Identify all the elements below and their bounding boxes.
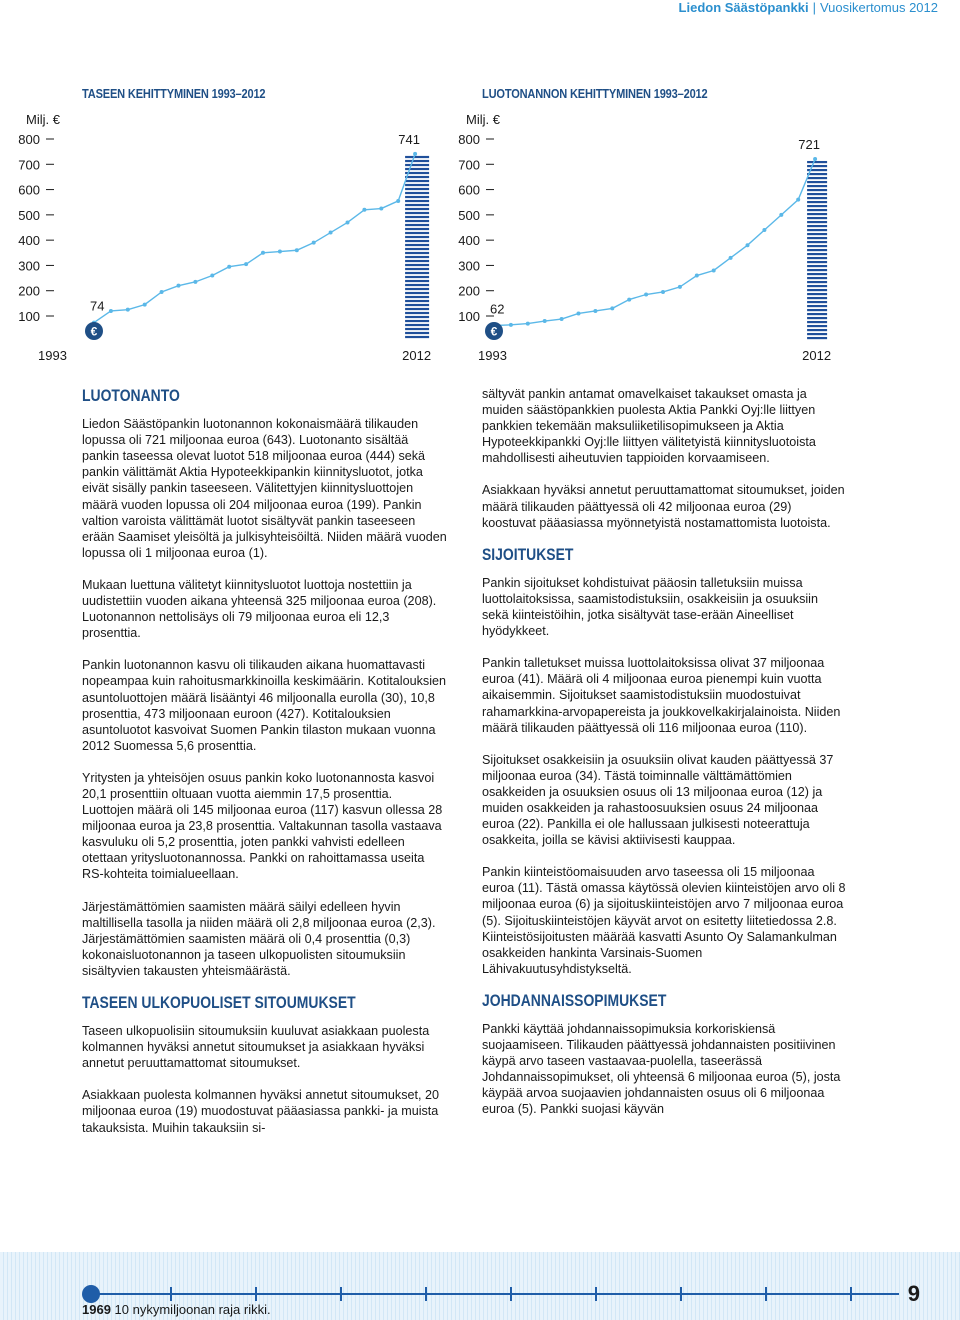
data-line <box>494 159 815 326</box>
left-column <box>82 388 447 1152</box>
timeline-tick <box>255 1287 257 1301</box>
bar-stripe <box>405 220 429 222</box>
bar-stripe <box>405 280 429 282</box>
chart-unit-label: Milj. € <box>26 112 60 127</box>
data-point <box>543 319 547 323</box>
euro-icon-glyph: € <box>90 324 98 339</box>
header-brand: Liedon Säästöpankki <box>678 0 809 15</box>
timeline-tick <box>680 1287 682 1301</box>
bar-stripe <box>405 156 429 158</box>
bar-stripe <box>405 176 429 178</box>
x-end-label: 2012 <box>402 348 432 363</box>
y-tick-label: 400 <box>18 233 40 249</box>
y-tick-label: 200 <box>458 283 480 299</box>
footer-text: 10 nykymiljoonan raja rikki. <box>114 1302 271 1317</box>
data-point <box>661 290 665 294</box>
data-point <box>560 317 564 321</box>
bar-stripe <box>807 277 827 279</box>
bar-stripe <box>405 296 429 298</box>
bar-stripe <box>807 321 827 323</box>
data-point <box>261 251 265 255</box>
bar-stripe <box>807 337 827 339</box>
bar-stripe <box>807 285 827 287</box>
timeline-tick <box>510 1287 512 1301</box>
paragraph: Yritysten ja yhteisöjen osuus pankin koko luotonannosta kasvoi 20,1 prosenttiin oltuaan vuotta aiemmin 17,5 prosenttia. Luottojen määrä oli 145 miljoonaa euroa (117) kasvun ollessa 28 miljoonaa euroa ja 23,8 prosenttia. Valtakunnan tasolla vastaava kasvuluku oli 5,2 prosenttia, joten pankki vahvisti edelleen otettaan yritysluotonannossa. Pankki on rahoittamassa useita RS-kohteita toimialueellaan. <box>82 770 443 882</box>
paragraph: Pankki käyttää johdannaissopimuksia korkoriskiensä suojaamiseen. Tilikauden päättyessä johdannaisten positiivinen käypä arvo taseen vastaavaa-puolella, taseerässä Johdannaissopimukset, oli yhteensä 6 miljoonaa euroa (5), josta käypää arvoa suojaavien johdannaisten osuus oli 6 miljoonaa euroa (5). Pankki suojasi käyvän <box>482 1022 841 1117</box>
data-point <box>109 309 113 313</box>
paragraph: sältyvät pankin antamat omavelkaiset takaukset omasta ja muiden säästöpankkien puolesta Aktia Pankki Oyj:lle liittyen pankkien tekemään maksuliiketilisopimukseen ja Aktia Hypoteekkipankki Oyj:lle liittyen välitetyistä kiinnitysluotoista mahdollisesti aiheutuvien tappioiden korvaamiseen. <box>482 387 816 466</box>
data-point <box>362 208 366 212</box>
heading-johdannaissopimukset: JOHDANNAISSOPIMUKSET <box>482 990 667 1010</box>
bar-stripe <box>807 257 827 259</box>
data-point <box>312 241 316 245</box>
data-point <box>177 284 181 288</box>
bar-stripe <box>405 336 429 338</box>
bar-stripe <box>405 180 429 182</box>
bar-stripe <box>807 265 827 267</box>
end-value-label: 721 <box>798 136 820 152</box>
bar-stripe <box>405 192 429 194</box>
x-start-label: 1993 <box>38 348 67 363</box>
bar-stripe <box>405 276 429 278</box>
x-end-label: 2012 <box>802 348 832 363</box>
header-report-title: Vuosikertomus 2012 <box>819 0 938 15</box>
bar-stripe <box>807 249 827 251</box>
data-point <box>796 198 800 202</box>
bar-stripe <box>807 217 827 219</box>
bar-stripe <box>807 209 827 211</box>
balance-sheet-chart-title: TASEEN KEHITTYMINEN 1993–2012 <box>82 86 266 101</box>
timeline-tick <box>170 1287 172 1301</box>
page-number: 9 <box>907 1281 920 1306</box>
data-point <box>295 248 299 252</box>
bar-stripe <box>405 320 429 322</box>
bar-stripe <box>807 245 827 247</box>
bar-stripe <box>405 196 429 198</box>
data-point <box>593 309 597 313</box>
bar-stripe <box>807 309 827 311</box>
end-value-label: 741 <box>398 131 420 147</box>
header-separator: | <box>812 0 816 15</box>
heading-taseen-ulkopuoliset: TASEEN ULKOPUOLISET SITOUMUKSET <box>82 993 356 1012</box>
data-point <box>695 274 699 278</box>
y-tick-label: 800 <box>18 132 40 147</box>
bar-stripe <box>807 273 827 275</box>
data-line <box>94 154 415 323</box>
data-point <box>143 303 147 307</box>
bar-stripe <box>405 284 429 286</box>
footer-year: 1969 <box>82 1302 111 1317</box>
paragraph: Pankin luotonannon kasvu oli tilikauden aikana huomattavasti nopeampaa kuin rahoitusmarkkinoilla keskimäärin. Kotitalouksien asuntoluottojen määrä lisääntyi 46 miljoonalla eurolla (30), 10,8 prosenttia, 473 miljoonaan euroon (427). Kotitalouksien asuntoluotot kasvoivat Suomen Pankin tilaston mukaan vuonna 2012 Suomessa 5,6 prosenttia. <box>82 658 447 753</box>
bar-stripe <box>807 165 827 167</box>
bar-stripe <box>807 221 827 223</box>
data-point <box>346 220 350 224</box>
bar-stripe <box>405 232 429 234</box>
data-point <box>278 250 282 254</box>
y-tick-label: 100 <box>18 309 40 324</box>
bar-stripe <box>807 189 827 191</box>
paragraph: Asiakkaan puolesta kolmannen hyväksi annetut sitoumukset, 20 miljoonaa euroa (19) muodostuvat pääasiassa pankki- ja muista takauksista. Muihin takauksiin si- <box>82 1088 440 1135</box>
y-tick-label: 500 <box>458 207 480 223</box>
paragraph: Pankin sijoitukset kohdistuivat pääosin talletuksiin muissa luottolaitoksissa, saamistodistuksiin, osakkeisiin ja osuuksiin sekä kiinteistöihin, jotka sisältyvät tase-erään Aineelliset hyödykkeet. <box>482 575 818 639</box>
footer-caption <box>82 1302 271 1317</box>
bar-stripe <box>807 289 827 291</box>
bar-stripe <box>405 224 429 226</box>
bar-stripe <box>405 324 429 326</box>
timeline-tick <box>340 1287 342 1301</box>
bar-stripe <box>807 237 827 239</box>
chart-unit-label: Milj. € <box>466 112 500 127</box>
data-point <box>779 213 783 217</box>
heading-sijoitukset: SIJOITUKSET <box>482 544 574 564</box>
y-tick-label: 100 <box>458 309 480 324</box>
bar-stripe <box>405 256 429 258</box>
lending-chart <box>440 84 840 374</box>
bar-stripe <box>807 293 827 295</box>
bar-stripe <box>807 161 827 163</box>
bar-stripe <box>405 212 429 214</box>
data-point <box>526 322 530 326</box>
data-point <box>762 228 766 232</box>
y-tick-label: 300 <box>18 258 40 274</box>
lending-chart-title: LUOTONANNON KEHITTYMINEN 1993–2012 <box>482 86 708 101</box>
bar-stripe <box>405 300 429 302</box>
data-point <box>577 311 581 315</box>
bar-stripe <box>405 240 429 242</box>
bar-stripe <box>807 317 827 319</box>
y-tick-label: 800 <box>458 132 480 147</box>
bar-stripe <box>405 260 429 262</box>
bar-stripe <box>405 160 429 162</box>
paragraph: Asiakkaan hyväksi annetut peruuttamattomat sitoumukset, joiden määrä tilikauden päättyessä oli 42 miljoonaa euroa (29) koostuvat pääasiassa myönnetyistä nostamattomista luotoista. <box>482 483 845 530</box>
bar-stripe <box>807 233 827 235</box>
bar-stripe <box>405 288 429 290</box>
lending-chart-svg <box>440 84 840 374</box>
heading-luotonanto: LUOTONANTO <box>82 386 180 405</box>
right-column <box>482 386 847 1134</box>
bar-stripe <box>807 305 827 307</box>
bar-stripe <box>405 208 429 210</box>
bar-stripe <box>405 216 429 218</box>
bar-stripe <box>405 252 429 254</box>
bar-stripe <box>807 213 827 215</box>
bar-stripe <box>405 272 429 274</box>
paragraph: Pankin talletukset muissa luottolaitoksissa olivat 37 miljoonaa euroa (41). Määrä oli 4 miljoonaa euroa pienempi kuin vuotta aikaisemmin. Sijoitukset saamistodistuksiin muodostuivat rahamarkkina-arvopapereista ja joukkovelkakirjalainoista. Niiden määrä tilikauden päättyessä oli 116 miljoonaa euroa (110). <box>482 656 841 735</box>
data-point <box>160 290 164 294</box>
start-value-label: 74 <box>90 298 105 314</box>
data-point <box>610 306 614 310</box>
bar-stripe <box>807 241 827 243</box>
bar-stripe <box>807 281 827 283</box>
data-point <box>729 256 733 260</box>
bar-stripe <box>807 301 827 303</box>
bar-stripe <box>405 200 429 202</box>
y-tick-label: 600 <box>18 182 40 198</box>
bar-stripe <box>807 333 827 335</box>
data-point <box>509 323 513 327</box>
y-tick-label: 700 <box>458 157 480 173</box>
data-point <box>396 199 400 203</box>
timeline-tick <box>850 1287 852 1301</box>
euro-icon-glyph: € <box>490 324 498 339</box>
bar-stripe <box>405 268 429 270</box>
bar-stripe <box>807 269 827 271</box>
paragraph: Sijoitukset osakkeisiin ja osuuksiin olivat kauden päättyessä 37 miljoonaa euroa (34). Tästä toiminnalle välttämättömien osakkeiden ja osuuksien osuus oli 13 miljoonaa euroa (12) ja muiden osakkeiden ja rahastoosuuksien osuus 24 miljoonaa euroa (22). Pankilla ei ole hallussaan julkisesti noteerattuja osakkeita, joilla se kävisi aktiivisesti kauppaa. <box>482 752 834 848</box>
data-point <box>379 207 383 211</box>
page-header <box>679 0 938 15</box>
bar-stripe <box>405 328 429 330</box>
bar-stripe <box>405 184 429 186</box>
data-point <box>413 152 417 156</box>
bar-stripe <box>807 193 827 195</box>
bar-stripe <box>405 248 429 250</box>
data-point <box>329 231 333 235</box>
y-tick-label: 200 <box>18 283 40 299</box>
bar-stripe <box>807 205 827 207</box>
y-tick-label: 700 <box>18 157 40 173</box>
bar-stripe <box>807 261 827 263</box>
bar-stripe <box>807 225 827 227</box>
paragraph: Liedon Säästöpankin luotonannon kokonaismäärä tilikauden lopussa oli 721 miljoonaa euroa (643). Luotonanto sisältää pankin taseessa olevat luotot 518 miljoonaa euroa (444) sekä pankin välittämät Aktia Hypoteekkipankin kiinnitysluotot, jotka eivät sisälly pankin taseeseen. Välitettyjen kiinnitysluottojen määrä vuoden lopussa oli 204 miljoonaa euroa (199). Pankin valtion varoista välittämät luotot sisältyvät pankin taseeseen erään Saamiset yleisöltä ja julkisyhteisöiltä. Niiden määrä vuoden lopussa oli 1 miljoonaa euroa (1). <box>82 417 447 560</box>
balance-sheet-chart-svg <box>0 84 460 374</box>
data-point <box>746 243 750 247</box>
bar-stripe <box>405 264 429 266</box>
bar-stripe <box>807 229 827 231</box>
bar-stripe <box>405 304 429 306</box>
bar-stripe <box>405 316 429 318</box>
bar-stripe <box>405 204 429 206</box>
data-point <box>227 265 231 269</box>
data-point <box>126 308 130 312</box>
bar-stripe <box>405 292 429 294</box>
bar-stripe <box>807 201 827 203</box>
timeline-tick <box>765 1287 767 1301</box>
data-point <box>210 274 214 278</box>
timeline-dot <box>82 1285 100 1303</box>
data-point <box>712 268 716 272</box>
timeline-tick <box>595 1287 597 1301</box>
balance-sheet-chart <box>0 84 460 374</box>
bar-stripe <box>807 197 827 199</box>
paragraph: Järjestämättömien saamisten määrä säilyi edelleen hyvin maltillisella tasolla ja niiden määrä oli 2,8 miljoonaa euroa (2,3). Järjestämättömien saamisten määrä oli 0,4 prosenttia (0,3) kokonaisluotonannon ja taseen ulkopuolisten sitoumuksiin sisältyvien takausten yhteismäärästä. <box>82 899 436 978</box>
timeline-tick <box>425 1287 427 1301</box>
bar-stripe <box>807 185 827 187</box>
bar-stripe <box>807 173 827 175</box>
bar-stripe <box>405 312 429 314</box>
bar-stripe <box>405 236 429 238</box>
data-point <box>678 285 682 289</box>
data-point <box>813 157 817 161</box>
bar-stripe <box>405 244 429 246</box>
y-tick-label: 400 <box>458 233 480 249</box>
bar-stripe <box>807 297 827 299</box>
start-value-label: 62 <box>490 301 505 317</box>
y-tick-label: 600 <box>458 182 480 198</box>
data-point <box>644 293 648 297</box>
x-start-label: 1993 <box>478 348 507 363</box>
data-point <box>244 262 248 266</box>
bar-stripe <box>807 313 827 315</box>
bar-stripe <box>405 188 429 190</box>
paragraph: Pankin kiinteistöomaisuuden arvo taseessa oli 15 miljoonaa euroa (11). Tästä omassa käytössä olevien kiinteistöjen arvo oli 8 miljoonaa euroa (6) ja sijoituskiinteistöjen arvo 7 miljoonaa euroa (5). Sijoituskiinteistöjen käyvät arvot on esitetty liitetiedossa 2.8. Kiinteistösijoitusten määrää kasvatti Asunto Oy Salamankulman osakkeiden hankinta Varsinais-Suomen Lähivakuutusyhdistykseltä. <box>482 865 846 976</box>
bar-stripe <box>405 308 429 310</box>
bar-stripe <box>807 177 827 179</box>
paragraph: Mukaan luettuna välitetyt kiinnitysluotot luottoja nostettiin ja uudistettiin vuoden aikana yhteensä 325 miljoonaa euroa (208). Luotonannon nettolisäys oli 79 miljoonaa euroa eli 12,3 prosenttia. <box>82 577 437 641</box>
bar-stripe <box>807 181 827 183</box>
bar-stripe <box>807 329 827 331</box>
bar-stripe <box>405 164 429 166</box>
data-point <box>627 298 631 302</box>
bar-stripe <box>405 332 429 334</box>
y-tick-label: 300 <box>458 258 480 274</box>
y-tick-label: 500 <box>18 207 40 223</box>
bar-stripe <box>807 253 827 255</box>
paragraph: Taseen ulkopuolisiin sitoumuksiin kuuluvat asiakkaan puolesta kolmannen hyväksi annetut sitoumukset ja asiakkaan hyväksi annetut peruuttamattomat sitoumukset. <box>82 1024 430 1071</box>
bar-stripe <box>405 228 429 230</box>
data-point <box>193 280 197 284</box>
timeline-line <box>94 1293 899 1295</box>
bar-stripe <box>807 325 827 327</box>
